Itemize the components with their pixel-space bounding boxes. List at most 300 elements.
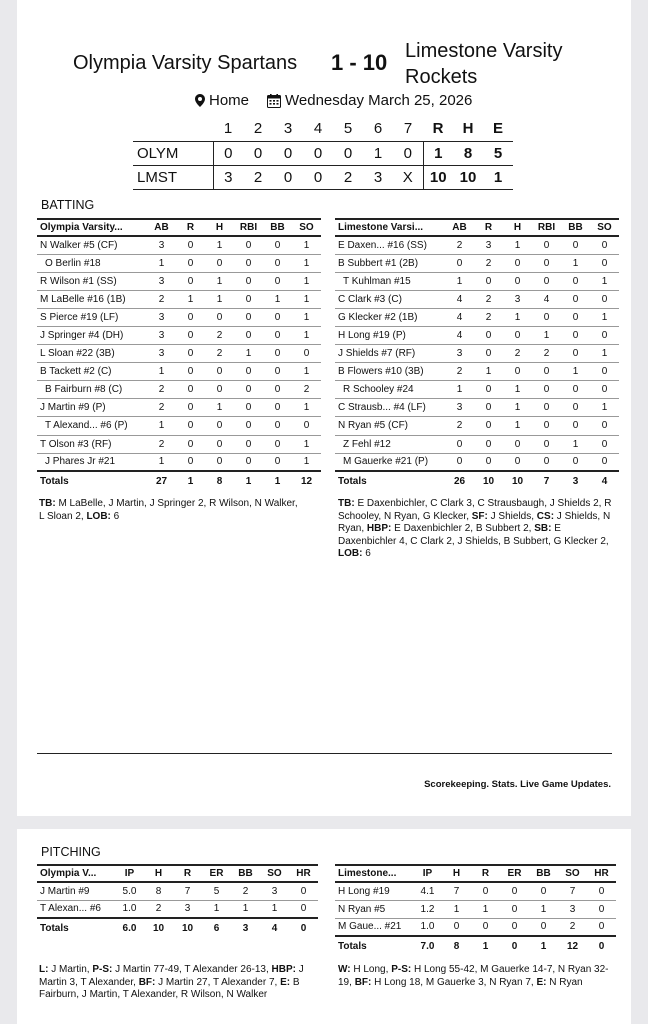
stat-cell: 0 <box>234 326 263 344</box>
stat-cell: 2 <box>445 363 474 381</box>
stat-cell: 1 <box>292 254 321 272</box>
player-row <box>37 272 321 290</box>
player-row <box>335 381 619 399</box>
stat-cell: 0 <box>263 254 292 272</box>
stat-cell: 1 <box>292 236 321 254</box>
stat-cell: 0 <box>445 435 474 453</box>
stat-cell: 0 <box>561 290 590 308</box>
line-score-cell: 0 <box>393 141 423 165</box>
stat-cell: 3 <box>445 399 474 417</box>
stat-cell: 1 <box>292 399 321 417</box>
stat-cell: 0 <box>529 882 558 900</box>
stat-column-header: RBI <box>234 219 263 236</box>
note-label: BF: <box>138 976 156 988</box>
stat-cell: 0 <box>205 417 234 435</box>
note-label: P-S: <box>92 964 113 975</box>
player-name: B Subbert #1 (2B) <box>335 254 445 272</box>
stat-cell: 0 <box>442 918 471 936</box>
note-label: W: <box>338 964 351 975</box>
stat-cell: 0 <box>532 453 561 471</box>
stat-cell: 0 <box>590 326 619 344</box>
player-row <box>335 272 619 290</box>
line-score-cell: X <box>393 165 423 189</box>
totals-cell: 10 <box>173 918 202 938</box>
stat-cell: 1.2 <box>413 900 442 918</box>
stat-cell: 0 <box>503 326 532 344</box>
inning-header: 4 <box>313 120 323 138</box>
note-label: E: <box>536 976 547 988</box>
away-batting-notes <box>39 498 299 523</box>
totals-cell: 0 <box>587 936 616 956</box>
note-label: TB: <box>39 498 56 509</box>
stat-column-header: SO <box>292 219 321 236</box>
stat-cell: 0 <box>561 381 590 399</box>
totals-cell: 1 <box>471 936 500 956</box>
stat-cell: 0 <box>263 345 292 363</box>
stat-cell: 8 <box>144 882 173 900</box>
away-pitching-notes <box>39 964 311 1002</box>
line-score-team: OLYM <box>133 141 213 165</box>
stat-cell: 0 <box>234 435 263 453</box>
stat-cell: 4 <box>532 290 561 308</box>
map-pin-icon <box>195 94 205 107</box>
totals-cell: 8 <box>442 936 471 956</box>
totals-cell: 3 <box>231 918 260 938</box>
stat-cell: 2 <box>445 236 474 254</box>
stat-cell: 2 <box>503 345 532 363</box>
player-row <box>335 326 619 344</box>
player-name: R Wilson #1 (SS) <box>37 272 147 290</box>
stat-cell: 1.0 <box>115 900 144 918</box>
stat-cell: 2 <box>147 435 176 453</box>
stat-cell: 2 <box>205 326 234 344</box>
stat-cell: 0 <box>234 453 263 471</box>
stat-cell: 0 <box>263 363 292 381</box>
stat-cell: 0 <box>561 272 590 290</box>
totals-cell: 1 <box>176 471 205 491</box>
stat-cell: 3 <box>445 345 474 363</box>
stat-cell: 0 <box>590 453 619 471</box>
stat-cell: 7 <box>173 882 202 900</box>
player-row <box>37 453 321 471</box>
stat-cell: 0 <box>474 435 503 453</box>
note-text: M LaBelle, J Martin, J Springer 2, R Wilson, N Walker, L Sloan 2, <box>39 498 298 522</box>
stat-cell: 0 <box>263 272 292 290</box>
stat-cell: 0 <box>205 453 234 471</box>
player-name: T Olson #3 (RF) <box>37 435 147 453</box>
away-team-name: Olympia Varsity Spartans <box>73 52 298 74</box>
away-batting-table <box>37 218 321 491</box>
stat-cell: 0 <box>590 363 619 381</box>
player-name: N Walker #5 (CF) <box>37 236 147 254</box>
stat-cell: 1 <box>147 254 176 272</box>
totals-label: Totals <box>335 936 413 956</box>
stat-cell: 2 <box>205 345 234 363</box>
player-name: J Phares Jr #21 <box>37 453 147 471</box>
stat-header-row <box>335 219 619 236</box>
stat-cell: 0 <box>445 254 474 272</box>
totals-row <box>37 918 318 938</box>
totals-label: Totals <box>335 471 445 491</box>
player-name: C Strausb... #4 (LF) <box>335 399 445 417</box>
player-row <box>37 326 321 344</box>
stat-cell: 0 <box>176 417 205 435</box>
stat-cell: 0 <box>474 381 503 399</box>
stat-cell: 0 <box>176 254 205 272</box>
home-batting-table <box>335 218 619 491</box>
stat-cell: 1 <box>147 363 176 381</box>
player-name: M LaBelle #16 (1B) <box>37 290 147 308</box>
stat-cell: 3 <box>147 272 176 290</box>
stat-cell: 4 <box>445 326 474 344</box>
player-name: M Gauerke #21 (P) <box>335 453 445 471</box>
stat-cell: 0 <box>590 290 619 308</box>
player-name: S Pierce #19 (LF) <box>37 308 147 326</box>
totals-cell: 1 <box>263 471 292 491</box>
stat-cell: 0 <box>263 381 292 399</box>
stat-cell: 4.1 <box>413 882 442 900</box>
line-score-cell: 1 <box>423 141 453 165</box>
home-team-name <box>405 38 562 90</box>
line-score-cell: 2 <box>333 165 363 189</box>
totals-label: Totals <box>37 471 147 491</box>
player-row <box>37 381 321 399</box>
totals-cell: 26 <box>445 471 474 491</box>
stat-cell: 3 <box>147 326 176 344</box>
line-score-row <box>133 165 513 189</box>
team-column-header: Limestone Varsi... <box>335 219 445 236</box>
stat-cell: 0 <box>205 254 234 272</box>
stat-cell: 0 <box>532 308 561 326</box>
line-score-cell: 0 <box>303 141 333 165</box>
player-row <box>335 900 616 918</box>
stat-cell: 0 <box>205 381 234 399</box>
inning-header: 5 <box>343 120 353 138</box>
note-text: N Ryan <box>546 976 583 988</box>
stat-column-header: BB <box>263 219 292 236</box>
totals-cell: 12 <box>292 471 321 491</box>
line-score-cell: 0 <box>273 165 303 189</box>
stat-cell: 1 <box>231 900 260 918</box>
box-score-card <box>17 0 631 816</box>
note-text: H Long 55-42, M Gauerke 14-7, N Ryan 32-19, <box>338 964 609 988</box>
stat-cell: 0 <box>503 453 532 471</box>
inning-header: H <box>462 120 474 138</box>
totals-cell: 10 <box>503 471 532 491</box>
stat-cell: 1 <box>176 290 205 308</box>
stat-cell: 0 <box>561 345 590 363</box>
line-score-cell: 0 <box>243 141 273 165</box>
stat-cell: 0 <box>587 918 616 936</box>
stat-column-header: AB <box>445 219 474 236</box>
stat-cell: 0 <box>234 272 263 290</box>
note-text: J Martin 27, T Alexander 7, <box>155 976 281 988</box>
stat-cell: 0 <box>445 453 474 471</box>
player-row <box>335 435 619 453</box>
stat-cell: 0 <box>205 435 234 453</box>
stat-column-header: SO <box>260 865 289 882</box>
stat-cell: 1 <box>292 435 321 453</box>
stat-cell: 2 <box>147 381 176 399</box>
totals-cell: 3 <box>561 471 590 491</box>
stat-cell: 1 <box>445 272 474 290</box>
player-row <box>335 417 619 435</box>
note-text: J Martin, <box>48 964 93 975</box>
stat-column-header: R <box>173 865 202 882</box>
stat-cell: 0 <box>561 417 590 435</box>
stat-column-header: SO <box>590 219 619 236</box>
stat-cell: 2 <box>147 290 176 308</box>
totals-cell: 4 <box>590 471 619 491</box>
stat-cell: 0 <box>561 308 590 326</box>
stat-cell: 0 <box>263 326 292 344</box>
stat-cell: 0 <box>474 345 503 363</box>
stat-cell: 1 <box>471 900 500 918</box>
stat-cell: 0 <box>289 882 318 900</box>
stat-cell: 0 <box>532 254 561 272</box>
stat-cell: 1 <box>292 290 321 308</box>
player-row <box>335 254 619 272</box>
stat-cell: 0 <box>176 363 205 381</box>
player-name: R Schooley #24 <box>335 381 445 399</box>
player-row <box>335 236 619 254</box>
player-name: J Springer #4 (DH) <box>37 326 147 344</box>
line-score-cell: 0 <box>303 165 333 189</box>
stat-column-header: H <box>205 219 234 236</box>
stat-cell: 1.0 <box>413 918 442 936</box>
stat-cell: 1 <box>260 900 289 918</box>
location-label: Home <box>209 92 250 109</box>
stat-cell: 2 <box>292 381 321 399</box>
stat-cell: 0 <box>234 236 263 254</box>
player-row <box>335 399 619 417</box>
stat-column-header: IP <box>115 865 144 882</box>
game-header <box>17 0 631 90</box>
home-team-name-line1: Limestone Varsity <box>405 40 563 62</box>
stat-cell: 4 <box>445 308 474 326</box>
stat-cell: 1 <box>292 272 321 290</box>
stat-cell: 0 <box>532 363 561 381</box>
stat-cell: 0 <box>503 272 532 290</box>
stat-cell: 0 <box>561 399 590 417</box>
totals-cell: 1 <box>234 471 263 491</box>
stat-cell: 1 <box>442 900 471 918</box>
stat-cell: 0 <box>590 381 619 399</box>
note-label: HBP: <box>366 523 392 534</box>
stat-cell: 0 <box>234 363 263 381</box>
stat-cell: 1 <box>292 308 321 326</box>
team-column-header: Olympia V... <box>37 865 115 882</box>
stat-cell: 1 <box>503 308 532 326</box>
team-column-header: Olympia Varsity... <box>37 219 147 236</box>
stat-cell: 0 <box>590 254 619 272</box>
stat-cell: 1 <box>263 290 292 308</box>
stat-column-header: ER <box>202 865 231 882</box>
note-label: TB: <box>338 498 355 509</box>
player-name: H Long #19 (P) <box>335 326 445 344</box>
stat-header-row <box>335 865 616 882</box>
stat-cell: 1 <box>503 381 532 399</box>
home-pitching-table <box>335 864 616 956</box>
line-score-cell: 8 <box>453 141 483 165</box>
totals-cell: 4 <box>260 918 289 938</box>
stat-cell: 0 <box>176 435 205 453</box>
game-info <box>195 92 472 109</box>
totals-cell: 1 <box>529 936 558 956</box>
stat-cell: 4 <box>445 290 474 308</box>
line-score-cell: 10 <box>423 165 453 189</box>
stat-cell: 2 <box>558 918 587 936</box>
stat-cell: 1 <box>202 900 231 918</box>
stat-cell: 2 <box>231 882 260 900</box>
stat-cell: 2 <box>474 290 503 308</box>
player-row <box>335 882 616 900</box>
player-row <box>37 900 318 918</box>
stat-cell: 1 <box>590 345 619 363</box>
player-name: J Shields #7 (RF) <box>335 345 445 363</box>
stat-cell: 0 <box>561 236 590 254</box>
stat-cell: 1 <box>590 272 619 290</box>
stat-cell: 1 <box>590 308 619 326</box>
stat-cell: 0 <box>292 345 321 363</box>
player-name: N Ryan #5 (CF) <box>335 417 445 435</box>
stat-cell: 0 <box>532 435 561 453</box>
stat-column-header: H <box>442 865 471 882</box>
pitching-card <box>17 829 631 1024</box>
stat-column-header: SO <box>558 865 587 882</box>
stat-cell: 0 <box>532 399 561 417</box>
stat-cell: 1 <box>532 326 561 344</box>
home-batting-notes <box>338 498 614 561</box>
stat-column-header: H <box>503 219 532 236</box>
stat-cell: 0 <box>234 417 263 435</box>
player-row <box>335 918 616 936</box>
note-label: LOB: <box>86 510 111 522</box>
player-row <box>37 254 321 272</box>
player-name: Z Fehl #12 <box>335 435 445 453</box>
player-name: B Tackett #2 (C) <box>37 363 147 381</box>
stat-cell: 0 <box>205 308 234 326</box>
note-text: E Daxenbichler, C Clark 3, C Strausbaugh, J Shields 2, R Schooley, N Ryan, G Klecker, <box>338 498 612 522</box>
stat-cell: 0 <box>532 236 561 254</box>
line-score-cell: 10 <box>453 165 483 189</box>
stat-cell: 0 <box>176 326 205 344</box>
stat-cell: 0 <box>474 453 503 471</box>
stat-cell: 0 <box>529 918 558 936</box>
footer-tagline: Scorekeeping. Stats. Live Game Updates. <box>424 779 611 790</box>
line-score-cell: 1 <box>363 141 393 165</box>
stat-column-header: ER <box>500 865 529 882</box>
stat-cell: 0 <box>532 417 561 435</box>
player-name: T Alexand... #6 (P) <box>37 417 147 435</box>
player-row <box>37 308 321 326</box>
player-name: O Berlin #18 <box>37 254 147 272</box>
stat-cell: 2 <box>147 399 176 417</box>
note-text: 6 <box>110 510 120 522</box>
stat-column-header: BB <box>529 865 558 882</box>
stat-cell: 3 <box>147 236 176 254</box>
stat-cell: 3 <box>503 290 532 308</box>
note-text: J Shields, N Ryan, <box>338 510 611 534</box>
note-label: CS: <box>536 510 555 522</box>
line-score-cell: 2 <box>243 165 273 189</box>
inning-header: 3 <box>283 120 293 138</box>
totals-row <box>335 936 616 956</box>
stat-cell: 0 <box>471 882 500 900</box>
stat-cell: 2 <box>474 308 503 326</box>
stat-cell: 1 <box>561 254 590 272</box>
player-name: T Alexan... #6 <box>37 900 115 918</box>
note-label: LOB: <box>338 548 363 559</box>
stat-cell: 1 <box>503 236 532 254</box>
totals-cell: 6.0 <box>115 918 144 938</box>
player-name: B Flowers #10 (3B) <box>335 363 445 381</box>
stat-cell: 1 <box>205 236 234 254</box>
stat-cell: 1 <box>590 399 619 417</box>
divider <box>37 753 612 754</box>
game-date: Wednesday March 25, 2026 <box>285 92 473 109</box>
note-label: SB: <box>534 523 552 534</box>
stat-column-header: BB <box>231 865 260 882</box>
stat-cell: 3 <box>147 345 176 363</box>
stat-column-header: H <box>144 865 173 882</box>
stat-cell: 2 <box>144 900 173 918</box>
note-text: B Fairburn, J Martin, T Alexander, R Wilson, N Walker <box>39 976 300 1000</box>
stat-cell: 2 <box>474 254 503 272</box>
stat-cell: 0 <box>474 417 503 435</box>
note-text: J Martin 3, T Alexander, <box>39 964 304 988</box>
player-name: T Kuhlman #15 <box>335 272 445 290</box>
stat-column-header: HR <box>289 865 318 882</box>
note-text: J Martin 77-49, T Alexander 26-13, <box>112 964 272 975</box>
stat-cell: 0 <box>263 399 292 417</box>
stat-cell: 0 <box>263 453 292 471</box>
stat-cell: 1 <box>292 326 321 344</box>
line-score-cell: 0 <box>273 141 303 165</box>
stat-cell: 1 <box>561 363 590 381</box>
stat-header-row <box>37 219 321 236</box>
stat-cell: 0 <box>503 363 532 381</box>
stat-cell: 1 <box>205 399 234 417</box>
stat-cell: 1 <box>561 435 590 453</box>
stat-cell: 1 <box>205 272 234 290</box>
stat-cell: 1 <box>292 363 321 381</box>
line-score-cell: 0 <box>333 141 363 165</box>
note-label: E: <box>280 976 291 988</box>
player-row <box>37 363 321 381</box>
line-score-row <box>133 141 513 165</box>
stat-cell: 1 <box>205 290 234 308</box>
player-name: J Martin #9 <box>37 882 115 900</box>
note-label: L: <box>39 964 49 975</box>
line-score-cell: 1 <box>483 165 513 189</box>
inning-header: E <box>492 120 503 138</box>
totals-cell: 27 <box>147 471 176 491</box>
line-score-cell: 3 <box>363 165 393 189</box>
calendar-icon <box>267 94 281 108</box>
stat-cell: 3 <box>474 236 503 254</box>
stat-cell: 0 <box>500 900 529 918</box>
away-pitching-table <box>37 864 318 938</box>
player-row <box>37 345 321 363</box>
stat-cell: 1 <box>503 399 532 417</box>
stat-cell: 7 <box>558 882 587 900</box>
stat-cell: 5.0 <box>115 882 144 900</box>
player-row <box>37 435 321 453</box>
stat-cell: 0 <box>205 363 234 381</box>
stat-cell: 0 <box>234 381 263 399</box>
stat-cell: 3 <box>260 882 289 900</box>
